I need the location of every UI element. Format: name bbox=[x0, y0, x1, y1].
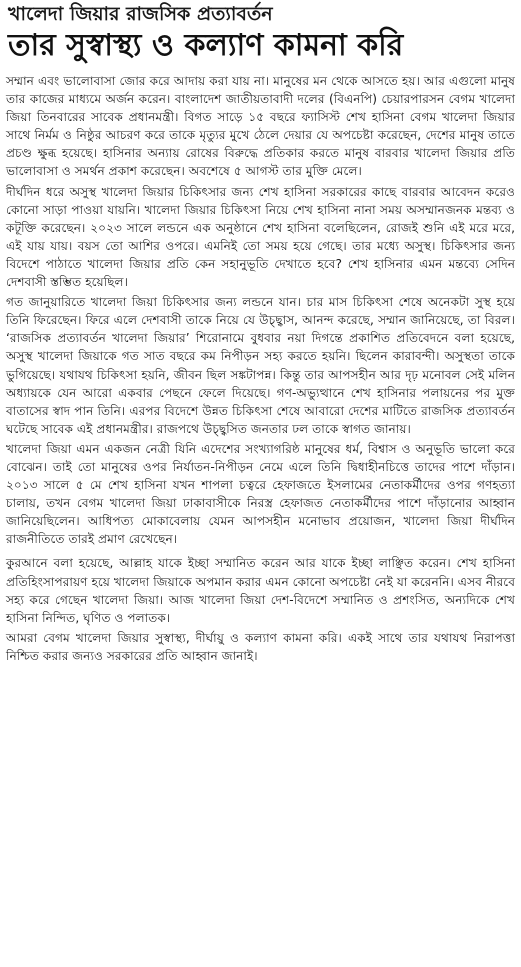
paragraph: দীর্ঘদিন ধরে অসুস্থ খালেদা জিয়ার চিকিৎসার জন্য শেখ হাসিনা সরকারের কাছে বারবার আবেদন করেও কোনো সাড়া পাওয়া যায়নি। খালেদা জিয়ার চিকিৎসা নিয়ে শেখ হাসিনা নানা সময় অসম্মানজনক মন্তব্য ও কটূক্তি করেছেন। ২০২৩ সালে লন্ডনে এক অনুষ্ঠানে শেখ হাসিনা বলেছিলেন, রোজই শুনি এই মরে মরে, এই যায় যায়। বয়স তো আশির ওপরে। এমনিই তো সময় হয়ে গেছে। তার মধ্যে অসুস্থ। চিকিৎসার জন্য বিদেশে পাঠাতে খালেদা জিয়ার প্রতি কেন সহানুভূতি দেখাতে হবে? শেখ হাসিনার এমন মন্তব্যে সেদিন দেশবাসী স্তম্ভিত হয়েছিল। bbox=[6, 184, 515, 290]
paragraph: আমরা বেগম খালেদা জিয়ার সুস্বাস্থ্য, দীর্ঘায়ু ও কল্যাণ কামনা করি। একই সাথে তার যথাযথ নিরাপত্তা নিশ্চিত করার জন্যও সরকারের প্রতি আহ্বান জানাই। bbox=[6, 630, 515, 663]
paragraph: গত জানুয়ারিতে খালেদা জিয়া চিকিৎসার জন্য লন্ডনে যান। চার মাস চিকিৎসা শেষে অনেকটা সুস্থ হয়ে তিনি ফিরেছেন। ফিরে এলে দেশবাসী তাকে নিয়ে যে উচ্ছ্বাস, আনন্দ করেছে, সম্মান জানিয়েছে, তা বিরল। ‘রাজসিক প্রত্যাবর্তন খালেদা জিয়ার’ শিরোনামে বুধবার নয়া দিগন্তে প্রকাশিত প্রতিবেদনে বলা হয়েছে, অসুস্থ খালেদা জিয়াকে গত সাত বছরে কম নিপীড়ন সহ্য করতে হয়নি। ছিলেন কারাবন্দী। অসুস্থতা তাকে ভুগিয়েছে। যথাযথ চিকিৎসা হয়নি, জীবন ছিল সঙ্কটাপন্ন। কিন্তু তার আপসহীন আর দৃঢ় মনোবল সেই মলিন অধ্যায়কে যেন আরো একবার পেছনে ফেলে দিয়েছে। গণ-অভ্যুত্থানে শেখ হাসিনার পলায়নের পর মুক্ত বাতাসের স্বাদ পান তিনি। এরপর বিদেশে উন্নত চিকিৎসা শেষে আবারো দেশের মাটিতে রাজসিক প্রত্যাবর্তন ঘটেছে সাবেক এই প্রধানমন্ত্রীর। রাজপথে উচ্ছ্বসিত জনতার ঢল তাকে স্বাগত জানায়। bbox=[6, 295, 515, 436]
paragraph: সম্মান এবং ভালোবাসা জোর করে আদায় করা যায় না। মানুষের মন থেকে আসতে হয়। আর এগুলো মানুষ তার কাজের মাধ্যমে অর্জন করেন। বাংলাদেশ জাতীয়তাবাদী দলের (বিএনপি) চেয়ারপারসন বেগম খালেদা জিয়া তিনবারের সাবেক প্রধানমন্ত্রী। বিগত সাড়ে ১৫ বছরে ফ্যাসিস্ট শেখ হাসিনা বেগম খালেদা জিয়ার সাথে নির্মম ও নিষ্ঠুর আচরণ করে তাকে মৃত্যুর মুখে ঠেলে দেয়ার যে অপচেষ্টা করেছেন, দেশের মানুষ তাতে প্রচণ্ড ক্ষুব্ধ হয়েছে। হাসিনার অন্যায় রোষের বিরুদ্ধে প্রতিকার করতে মানুষ বারবার খালেদা জিয়ার প্রতি ভালোবাসা ও সমর্থন প্রকাশ করেছেন। অবশেষে ৫ আগস্ট তার মুক্তি মেলে। bbox=[6, 74, 515, 179]
article-body bbox=[6, 72, 515, 665]
paragraph: খালেদা জিয়া এমন একজন নেত্রী যিনি এদেশের সংখ্যাগরিষ্ঠ মানুষের ধর্ম, বিশ্বাস ও অনুভূতি ভালো করে বোঝেন। তাই তো মানুষের ওপর নির্যাতন-নিপীড়ন নেমে এলে তিনি দ্বিধাহীনচিত্তে তাদের পাশে দাঁড়ান। ২০১৩ সালে ৫ মে শেখ হাসিনা যখন শাপলা চত্বরে হেফাজতে ইসলামের নেতাকর্মীদের ওপর গণহত্যা চালায়, তখন বেগম খালেদা জিয়া ঢাকাবাসীকে নিরস্ত্র হেফাজত নেতাকর্মীদের পাশে দাঁড়ানোর আহ্বান জানিয়েছিলেন। আধিপত্য মোকাবেলায় যেমন আপসহীন মনোভাব প্রয়োজন, খালেদা জিয়া দীর্ঘদিন রাজনীতিতে তারই প্রমাণ রেখেছেন। bbox=[6, 441, 515, 547]
headline: তার সুস্বাস্থ্য ও কল্যাণ কামনা করি bbox=[8, 28, 404, 63]
paragraph: কুরআনে বলা হয়েছে, আল্লাহ যাকে ইচ্ছা সম্মানিত করেন আর যাকে ইচ্ছা লাঞ্ছিত করেন। শেখ হাসিনা প্রতিহিংসাপরায়ণ হয়ে খালেদা জিয়াকে অপমান করার এমন কোনো অপচেষ্টা নেই যা করেননি। এসব নীরবে সহ্য করে গেছেন খালেদা জিয়া। আজ খালেদা জিয়া দেশ-বিদেশে সম্মানিত ও প্রশংসিত, অন্যদিকে শেখ হাসিনা নিন্দিত, ঘৃণিত ও পলাতক। bbox=[6, 556, 515, 625]
kicker-title: খালেদা জিয়ার রাজসিক প্রত্যাবর্তন bbox=[8, 3, 273, 25]
